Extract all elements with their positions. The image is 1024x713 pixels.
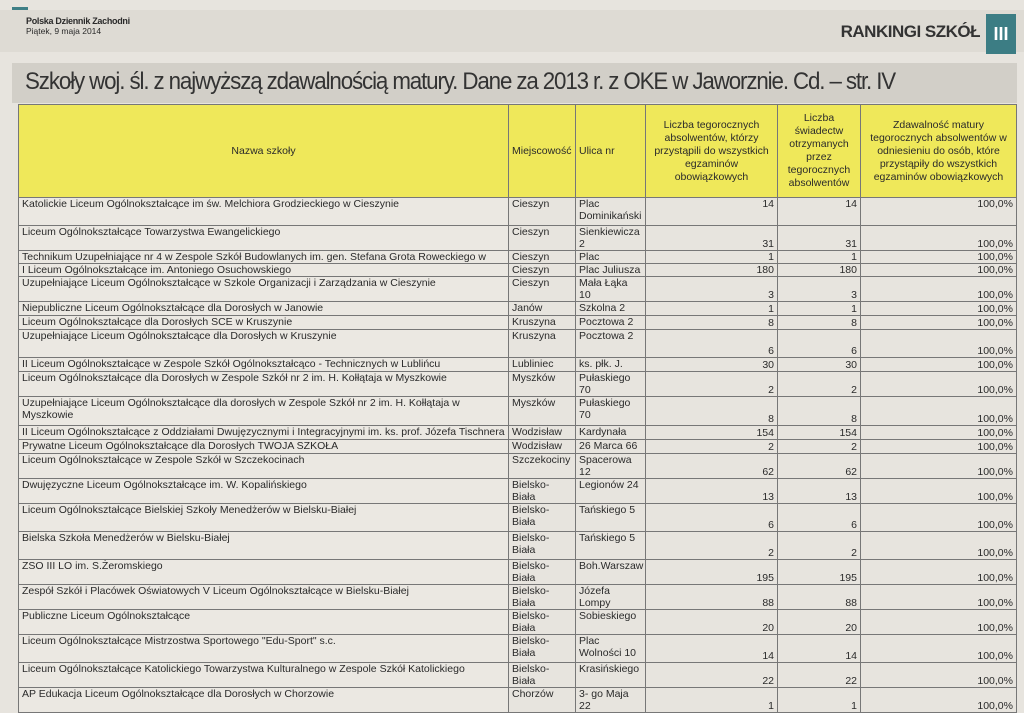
pass-rate: 100,0% (861, 635, 1017, 663)
street: Spacerowa 12 (576, 454, 646, 479)
city: Cieszyn (509, 198, 576, 226)
city: Cieszyn (509, 264, 576, 277)
candidates-count: 3 (646, 277, 778, 302)
street: Pocztowa 2 (576, 316, 646, 330)
street: 3- go Maja 22 (576, 688, 646, 713)
city: Wodzisław (509, 426, 576, 440)
candidates-count: 14 (646, 198, 778, 226)
city: Bielsko-Biała (509, 585, 576, 610)
street: Pułaskiego 70 (576, 372, 646, 397)
street: Sobieskiego (576, 610, 646, 635)
school-name: Katolickie Liceum Ogólnokształcące im św. Melchiora Grodzieckiego w Cieszynie (19, 198, 509, 226)
certificates-count: 1 (778, 688, 861, 713)
city: Bielsko-Biała (509, 504, 576, 532)
school-name: AP Edukacja Liceum Ogólnokształcące dla Dorosłych w Chorzowie (19, 688, 509, 713)
certificates-count: 14 (778, 198, 861, 226)
candidates-count: 20 (646, 610, 778, 635)
pass-rate: 100,0% (861, 440, 1017, 454)
school-name: Uzupełniające Liceum Ogólnokształcące w Szkole Organizacji i Zarządzania w Cieszynie (19, 277, 509, 302)
accent-bar (12, 7, 28, 10)
pass-rate: 100,0% (861, 560, 1017, 585)
table-row (19, 440, 1017, 454)
table-row (19, 251, 1017, 264)
school-name: Technikum Uzupełniające nr 4 w Zespole Szkół Budowlanych im. gen. Stefana Grota Roweckiego w (19, 251, 509, 264)
city: Cieszyn (509, 251, 576, 264)
school-name: Prywatne Liceum Ogólnokształcące dla Dorosłych TWOJA SZKOŁA (19, 440, 509, 454)
certificates-count: 30 (778, 358, 861, 372)
school-name: Liceum Ogólnokształcące dla Dorosłych w Zespole Szkół nr 2 im. H. Kołłątaja w Myszkowie (19, 372, 509, 397)
table-row (19, 198, 1017, 226)
candidates-count: 8 (646, 316, 778, 330)
page-number: III (986, 14, 1016, 54)
candidates-count: 88 (646, 585, 778, 610)
pass-rate: 100,0% (861, 397, 1017, 426)
table-row (19, 635, 1017, 663)
pass-rate: 100,0% (861, 426, 1017, 440)
certificates-count: 6 (778, 504, 861, 532)
school-name: Liceum Ogólnokształcące Mistrzostwa Sportowego "Edu-Sport" s.c. (19, 635, 509, 663)
candidates-count: 1 (646, 251, 778, 264)
col-header-candidates: Liczba tegorocznych absolwentów, którzy przystąpili do wszystkich egzaminów obowiązkowych (646, 105, 778, 198)
pass-rate: 100,0% (861, 610, 1017, 635)
certificates-count: 20 (778, 610, 861, 635)
pass-rate: 100,0% (861, 688, 1017, 713)
table-row (19, 397, 1017, 426)
table-row (19, 426, 1017, 440)
city: Myszków (509, 372, 576, 397)
col-header-city: Miejscowość (509, 105, 576, 198)
certificates-count: 2 (778, 372, 861, 397)
pass-rate: 100,0% (861, 277, 1017, 302)
school-name: Liceum Ogólnokształcące Bielskiej Szkoły Menedżerów w Bielsku-Białej (19, 504, 509, 532)
street: Pułaskiego 70 (576, 397, 646, 426)
certificates-count: 180 (778, 264, 861, 277)
city: Bielsko-Biała (509, 635, 576, 663)
table-row (19, 358, 1017, 372)
table-row (19, 264, 1017, 277)
school-name: I Liceum Ogólnokształcące im. Antoniego Osuchowskiego (19, 264, 509, 277)
school-name: Liceum Ogólnokształcące Towarzystwa Ewangelickiego (19, 226, 509, 251)
col-header-pass-rate: Zdawalność matury tegorocznych absolwentów w odniesieniu do osób, które przystąpiły do wszystkich egzaminów obowiązkowych (861, 105, 1017, 198)
candidates-count: 30 (646, 358, 778, 372)
certificates-count: 195 (778, 560, 861, 585)
pass-rate: 100,0% (861, 302, 1017, 316)
table-row (19, 454, 1017, 479)
table-row (19, 663, 1017, 688)
school-name: Liceum Ogólnokształcące dla Dorosłych SCE w Kruszynie (19, 316, 509, 330)
school-name: Publiczne Liceum Ogólnokształcące (19, 610, 509, 635)
section-title: RANKINGI SZKÓŁ (840, 22, 980, 41)
pass-rate: 100,0% (861, 330, 1017, 358)
certificates-count: 31 (778, 226, 861, 251)
certificates-count: 62 (778, 454, 861, 479)
col-header-name: Nazwa szkoły (19, 105, 509, 198)
city: Janów (509, 302, 576, 316)
candidates-count: 154 (646, 426, 778, 440)
school-name: II Liceum Ogólnokształcące z Oddziałami Dwujęzycznymi i Integracyjnymi im. ks. prof. Józefa Tischnera (19, 426, 509, 440)
publication-name: Polska Dziennik Zachodni (26, 16, 130, 26)
pass-rate: 100,0% (861, 358, 1017, 372)
col-header-certificates: Liczba świadectw otrzymanych przez tegorocznych absolwentów (778, 105, 861, 198)
pass-rate: 100,0% (861, 264, 1017, 277)
certificates-count: 13 (778, 479, 861, 504)
table-row (19, 372, 1017, 397)
school-name: II Liceum Ogólnokształcące w Zespole Szkół Ogólnokształcąco - Technicznych w Lublińcu (19, 358, 509, 372)
col-header-street: Ulica nr (576, 105, 646, 198)
certificates-count: 154 (778, 426, 861, 440)
table-row (19, 610, 1017, 635)
certificates-count: 1 (778, 251, 861, 264)
candidates-count: 195 (646, 560, 778, 585)
table-row (19, 688, 1017, 713)
school-name: Liceum Ogólnokształcące Katolickiego Towarzystwa Kulturalnego w Zespole Szkół Katolickiego (19, 663, 509, 688)
table-row (19, 479, 1017, 504)
table-row (19, 302, 1017, 316)
certificates-count: 6 (778, 330, 861, 358)
candidates-count: 62 (646, 454, 778, 479)
candidates-count: 180 (646, 264, 778, 277)
school-name: Dwujęzyczne Liceum Ogólnokształcące im. W. Kopalińskiego (19, 479, 509, 504)
school-name: Liceum Ogólnokształcące w Zespole Szkół w Szczekocinach (19, 454, 509, 479)
candidates-count: 6 (646, 504, 778, 532)
pass-rate: 100,0% (861, 504, 1017, 532)
certificates-count: 2 (778, 532, 861, 560)
city: Myszków (509, 397, 576, 426)
pass-rate: 100,0% (861, 585, 1017, 610)
publication-date: Piątek, 9 maja 2014 (26, 26, 102, 36)
pass-rate: 100,0% (861, 198, 1017, 226)
candidates-count: 2 (646, 372, 778, 397)
table-row (19, 226, 1017, 251)
street: 26 Marca 66 (576, 440, 646, 454)
school-name: Bielska Szkoła Menedżerów w Bielsku-Białej (19, 532, 509, 560)
street: ks. płk. J. (576, 358, 646, 372)
school-name: Niepubliczne Liceum Ogólnokształcące dla Dorosłych w Janowie (19, 302, 509, 316)
school-name: ZSO III LO im. S.Żeromskiego (19, 560, 509, 585)
pass-rate: 100,0% (861, 316, 1017, 330)
candidates-count: 31 (646, 226, 778, 251)
street: Sienkiewicza 2 (576, 226, 646, 251)
street: Plac Juliusza (576, 264, 646, 277)
pass-rate: 100,0% (861, 479, 1017, 504)
street: Kardynała (576, 426, 646, 440)
street: Plac Wolności 10 (576, 635, 646, 663)
street: Mała Łąka 10 (576, 277, 646, 302)
table-row (19, 560, 1017, 585)
pass-rate: 100,0% (861, 454, 1017, 479)
street: Plac Dominikański (576, 198, 646, 226)
city: Bielsko-Biała (509, 560, 576, 585)
pass-rate: 100,0% (861, 226, 1017, 251)
street: Krasińskiego (576, 663, 646, 688)
street: Szkolna 2 (576, 302, 646, 316)
table-row (19, 585, 1017, 610)
school-name: Uzupełniające Liceum Ogólnokształcące dla Dorosłych w Kruszynie (19, 330, 509, 358)
certificates-count: 14 (778, 635, 861, 663)
city: Bielsko-Biała (509, 663, 576, 688)
table-row (19, 316, 1017, 330)
certificates-count: 3 (778, 277, 861, 302)
city: Wodzisław (509, 440, 576, 454)
street: Boh.Warszaw (576, 560, 646, 585)
article-title: Szkoły woj. śl. z najwyższą zdawalnością matury. Dane za 2013 r. z OKE w Jaworznie. Cd. – str. IV (25, 68, 896, 95)
pass-rate: 100,0% (861, 663, 1017, 688)
table-row (19, 532, 1017, 560)
certificates-count: 1 (778, 302, 861, 316)
candidates-count: 2 (646, 532, 778, 560)
street: Pocztowa 2 (576, 330, 646, 358)
city: Chorzów (509, 688, 576, 713)
table-row (19, 330, 1017, 358)
table-row (19, 504, 1017, 532)
pass-rate: 100,0% (861, 372, 1017, 397)
certificates-count: 8 (778, 397, 861, 426)
city: Bielsko-Biała (509, 532, 576, 560)
table-row (19, 277, 1017, 302)
candidates-count: 14 (646, 635, 778, 663)
candidates-count: 8 (646, 397, 778, 426)
street: Legionów 24 (576, 479, 646, 504)
street: Plac (576, 251, 646, 264)
pass-rate: 100,0% (861, 532, 1017, 560)
table-header-row (19, 105, 1017, 198)
candidates-count: 2 (646, 440, 778, 454)
street: Józefa Lompy (576, 585, 646, 610)
candidates-count: 6 (646, 330, 778, 358)
city: Szczekociny (509, 454, 576, 479)
pass-rate: 100,0% (861, 251, 1017, 264)
city: Cieszyn (509, 226, 576, 251)
candidates-count: 1 (646, 302, 778, 316)
candidates-count: 13 (646, 479, 778, 504)
candidates-count: 22 (646, 663, 778, 688)
schools-table (18, 104, 1017, 713)
street: Tańskiego 5 (576, 532, 646, 560)
certificates-count: 8 (778, 316, 861, 330)
city: Cieszyn (509, 277, 576, 302)
street: Tańskiego 5 (576, 504, 646, 532)
city: Kruszyna (509, 330, 576, 358)
city: Kruszyna (509, 316, 576, 330)
candidates-count: 1 (646, 688, 778, 713)
school-name: Zespół Szkół i Placówek Oświatowych V Liceum Ogólnokształcące w Bielsku-Białej (19, 585, 509, 610)
city: Bielsko-Biała (509, 479, 576, 504)
city: Lubliniec (509, 358, 576, 372)
certificates-count: 88 (778, 585, 861, 610)
school-name: Uzupełniające Liceum Ogólnokształcące dla dorosłych w Zespole Szkół nr 2 im. H. Kołłątaja w Myszkowie (19, 397, 509, 426)
city: Bielsko-Biała (509, 610, 576, 635)
certificates-count: 22 (778, 663, 861, 688)
certificates-count: 2 (778, 440, 861, 454)
